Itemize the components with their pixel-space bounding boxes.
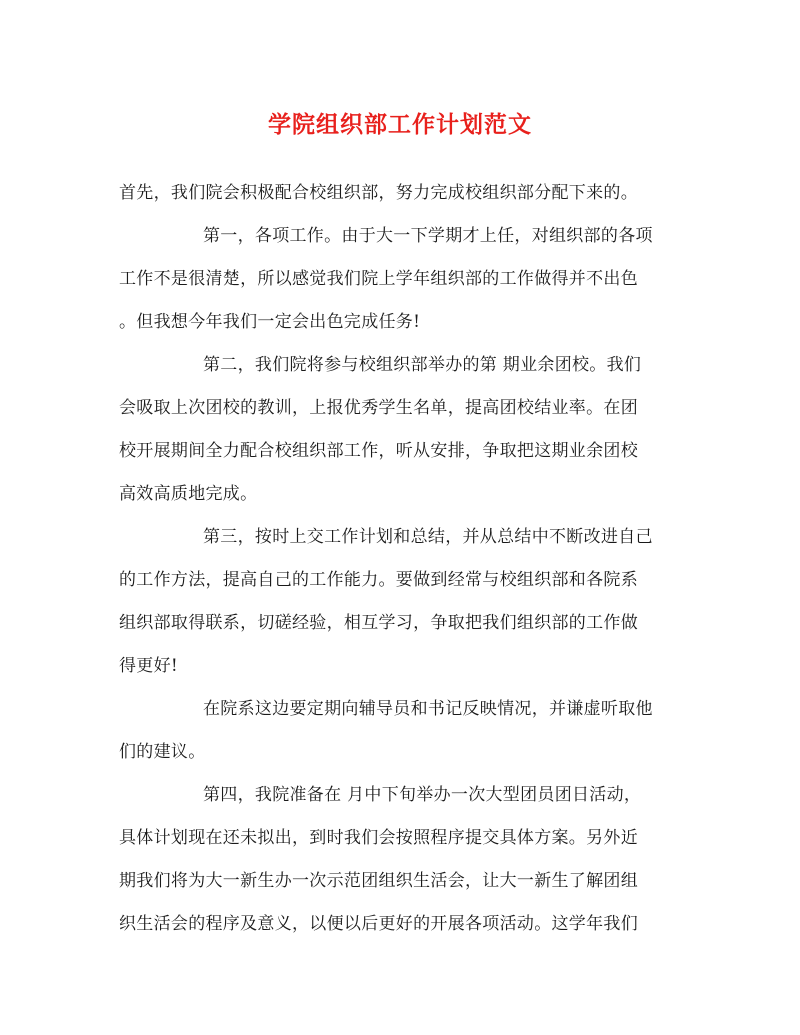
body-line: 高效高质地完成。 (119, 484, 258, 504)
body-line: 组织部取得联系，切磋经验，相互学习，争取把我们组织部的工作做 (119, 613, 638, 633)
body-line: 期我们将为大一新生办一次示范团组织生活会，让大一新生了解团组 (119, 871, 638, 891)
body-line: 第三，按时上交工作计划和总结，并从总结中不断改进自己 (203, 527, 653, 547)
body-line: 工作不是很清楚，所以感觉我们院上学年组织部的工作做得并不出色 (119, 269, 638, 289)
body-line: 首先，我们院会积极配合校组织部，努力完成校组织部分配下来的。 (119, 183, 638, 203)
body-line: 第二，我们院将参与校组织部举办的第 期业余团校。我们 (203, 355, 642, 375)
body-line: 织生活会的程序及意义，以便以后更好的开展各项活动。这学年我们 (119, 914, 638, 934)
document-title: 学院组织部工作计划范文 (268, 111, 532, 138)
body-line: 的工作方法，提高自己的工作能力。要做到经常与校组织部和各院系 (119, 570, 638, 590)
body-line: 第四，我院准备在 月中下旬举办一次大型团员团日活动， (203, 785, 642, 805)
body-line: 会吸取上次团校的教训，上报优秀学生名单，提高团校结业率。在团 (119, 398, 638, 418)
body-line: 得更好! (119, 656, 179, 676)
body-line: 校开展期间全力配合校组织部工作，听从安排，争取把这期业余团校 (119, 441, 638, 461)
body-line: 在院系这边要定期向辅导员和书记反映情况，并谦虚听取他 (203, 699, 653, 719)
body-line: 们的建议。 (119, 742, 206, 762)
body-line: 。但我想今年我们一定会出色完成任务! (119, 312, 421, 332)
body-line: 第一，各项工作。由于大一下学期才上任，对组织部的各项 (203, 226, 653, 246)
body-line: 具体计划现在还未拟出，到时我们会按照程序提交具体方案。另外近 (119, 828, 638, 848)
